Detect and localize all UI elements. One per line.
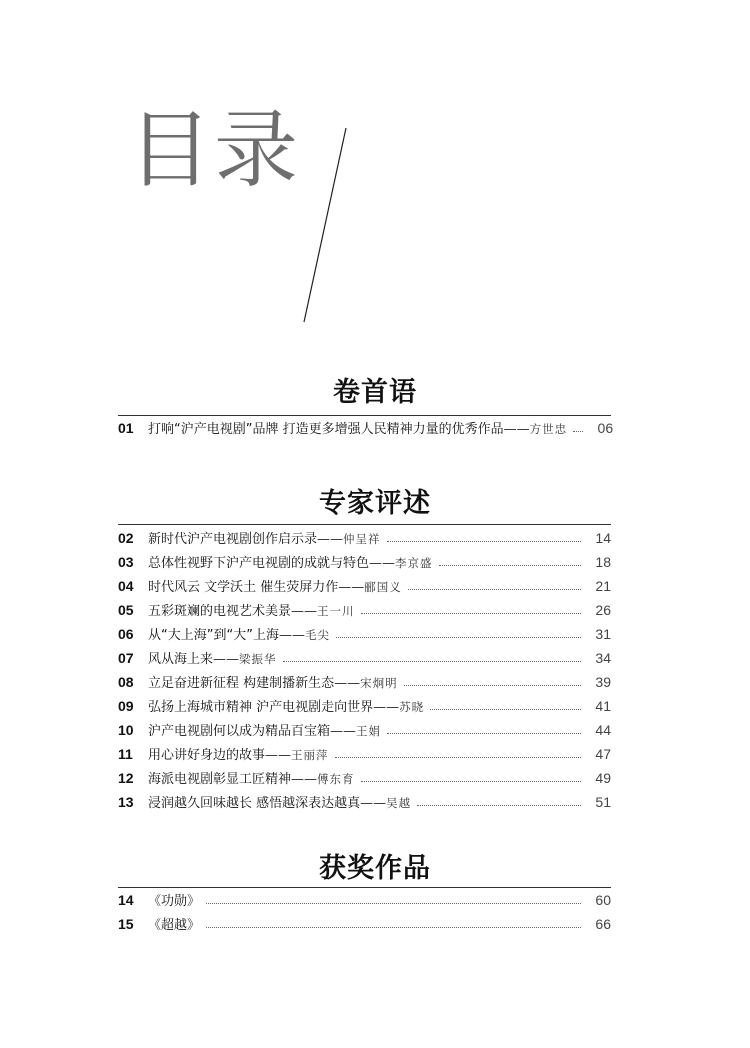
entry-page: 66: [595, 916, 611, 932]
toc-entry[interactable]: [118, 694, 611, 718]
entry-author: 王丽萍: [291, 748, 329, 762]
toc-entry[interactable]: [118, 574, 611, 598]
dot-leader: [361, 781, 581, 782]
entry-page: 31: [595, 626, 611, 642]
entry-page: 49: [595, 770, 611, 786]
entry-page: 47: [595, 746, 611, 762]
dot-leader: [335, 757, 581, 758]
entry-page: 18: [595, 554, 611, 570]
entry-number: 04: [118, 578, 134, 594]
entry-number: 15: [118, 916, 134, 932]
dot-leader: [430, 709, 581, 710]
entry-author: 吴越: [386, 796, 412, 810]
toc-entry[interactable]: [118, 670, 611, 694]
entry-title: 风从海上来: [148, 652, 214, 667]
dot-leader: [336, 637, 581, 638]
dot-leader: [206, 903, 581, 904]
dot-leader: [206, 927, 581, 928]
entry-author: 宋炯明: [360, 676, 398, 690]
entry-dash: ——: [317, 532, 344, 547]
entry-page: 39: [595, 674, 611, 690]
entry-author: 王娟: [356, 724, 382, 738]
entry-author: 仲呈祥: [343, 532, 381, 546]
entry-title: 总体性视野下沪产电视剧的成就与特色: [148, 556, 370, 571]
toc-entry[interactable]: [118, 526, 611, 550]
section-rule: [118, 524, 611, 525]
dot-leader: [573, 431, 583, 432]
entry-dash: ——: [330, 724, 357, 739]
entry-number: 13: [118, 794, 134, 810]
entry-number: 11: [118, 746, 133, 762]
entry-page: 34: [595, 650, 611, 666]
entry-dash: ——: [373, 700, 400, 715]
entry-author: 毛尖: [304, 628, 330, 642]
entry-page: 14: [595, 530, 611, 546]
entry-dash: ——: [369, 556, 396, 571]
entry-title: 海派电视剧彰显工匠精神: [148, 772, 292, 787]
entry-page: 51: [595, 794, 611, 810]
entry-number: 10: [118, 722, 134, 738]
dot-leader: [361, 613, 581, 614]
toc-entry[interactable]: [118, 622, 611, 646]
entry-dash: ——: [338, 580, 365, 595]
entry-number: 03: [118, 554, 134, 570]
entry-author: 郦国义: [364, 580, 402, 594]
entry-page: 60: [595, 892, 611, 908]
toc-entry[interactable]: [118, 888, 611, 912]
entry-dash: ——: [503, 422, 530, 437]
toc-entry[interactable]: [118, 550, 611, 574]
toc-entry[interactable]: [118, 646, 611, 670]
dot-leader: [417, 805, 581, 806]
entry-number: 07: [118, 650, 134, 666]
entry-dash: ——: [291, 772, 318, 787]
entries-preface: [118, 416, 614, 440]
entry-author: 李京盛: [395, 556, 433, 570]
entry-title: 打响“沪产电视剧”品牌 打造更多增强人民精神力量的优秀作品: [148, 422, 504, 437]
entry-author: 方世忠: [529, 422, 568, 436]
dot-leader: [387, 733, 581, 734]
entry-page: 21: [595, 578, 611, 594]
entry-dash: ——: [334, 676, 361, 691]
entry-dash: ——: [265, 748, 292, 763]
toc-entry[interactable]: [118, 598, 611, 622]
entry-number: 09: [118, 698, 134, 714]
entry-page: 44: [595, 722, 611, 738]
entry-number: 12: [118, 770, 134, 786]
entry-dash: ——: [360, 796, 387, 811]
entry-page: 26: [595, 602, 611, 618]
toc-entry[interactable]: [118, 790, 611, 814]
dot-leader: [439, 565, 581, 566]
toc-title: 目录: [128, 101, 301, 199]
toc-entry[interactable]: [118, 416, 614, 440]
entry-title: 沪产电视剧何以成为精品百宝箱: [148, 724, 331, 739]
entry-title: 立足奋进新征程 构建制播新生态: [148, 676, 335, 691]
entry-title: 新时代沪产电视剧创作启示录: [148, 532, 318, 547]
entry-number: 01: [118, 420, 134, 436]
entry-number: 08: [118, 674, 134, 690]
entries-expert-reviews: [118, 526, 611, 814]
entry-author: 傅东育: [317, 772, 355, 786]
dot-leader: [283, 661, 581, 662]
entry-title: 浸润越久回味越长 感悟越深表达越真: [148, 796, 361, 811]
toc-entry[interactable]: [118, 912, 611, 936]
toc-entry[interactable]: [118, 766, 611, 790]
dot-leader: [404, 685, 581, 686]
entry-dash: ——: [278, 628, 305, 643]
entry-dash: ——: [213, 652, 240, 667]
entry-author: 梁振华: [239, 652, 277, 666]
entry-title: 弘扬上海城市精神 沪产电视剧走向世界: [148, 700, 374, 715]
entry-number: 06: [118, 626, 134, 642]
entry-dash: ——: [291, 604, 318, 619]
entry-title: 《超越》: [148, 918, 201, 933]
entry-author: 苏晓: [399, 700, 425, 714]
dot-leader: [408, 589, 581, 590]
entry-author: 王一川: [317, 604, 355, 618]
entry-number: 02: [118, 530, 134, 546]
entry-title: 《功勋》: [148, 894, 201, 909]
toc-entry[interactable]: [118, 742, 611, 766]
entry-page: 41: [595, 698, 611, 714]
section-heading-expert-reviews: 专家评述: [319, 488, 431, 519]
entry-title: 从“大上海”到“大”上海: [148, 628, 279, 643]
entry-title: 五彩斑斓的电视艺术美景: [148, 604, 292, 619]
dot-leader: [387, 541, 581, 542]
entry-number: 05: [118, 602, 134, 618]
entry-title: 用心讲好身边的故事: [148, 748, 266, 763]
section-heading-preface: 卷首语: [333, 377, 417, 408]
section-heading-award-works: 获奖作品: [319, 853, 431, 884]
entries-award-works: [118, 888, 611, 936]
entry-number: 14: [118, 892, 134, 908]
entry-title: 时代风云 文学沃土 催生荧屏力作: [148, 580, 339, 595]
toc-entry[interactable]: [118, 718, 611, 742]
entry-page: 06: [597, 420, 614, 436]
